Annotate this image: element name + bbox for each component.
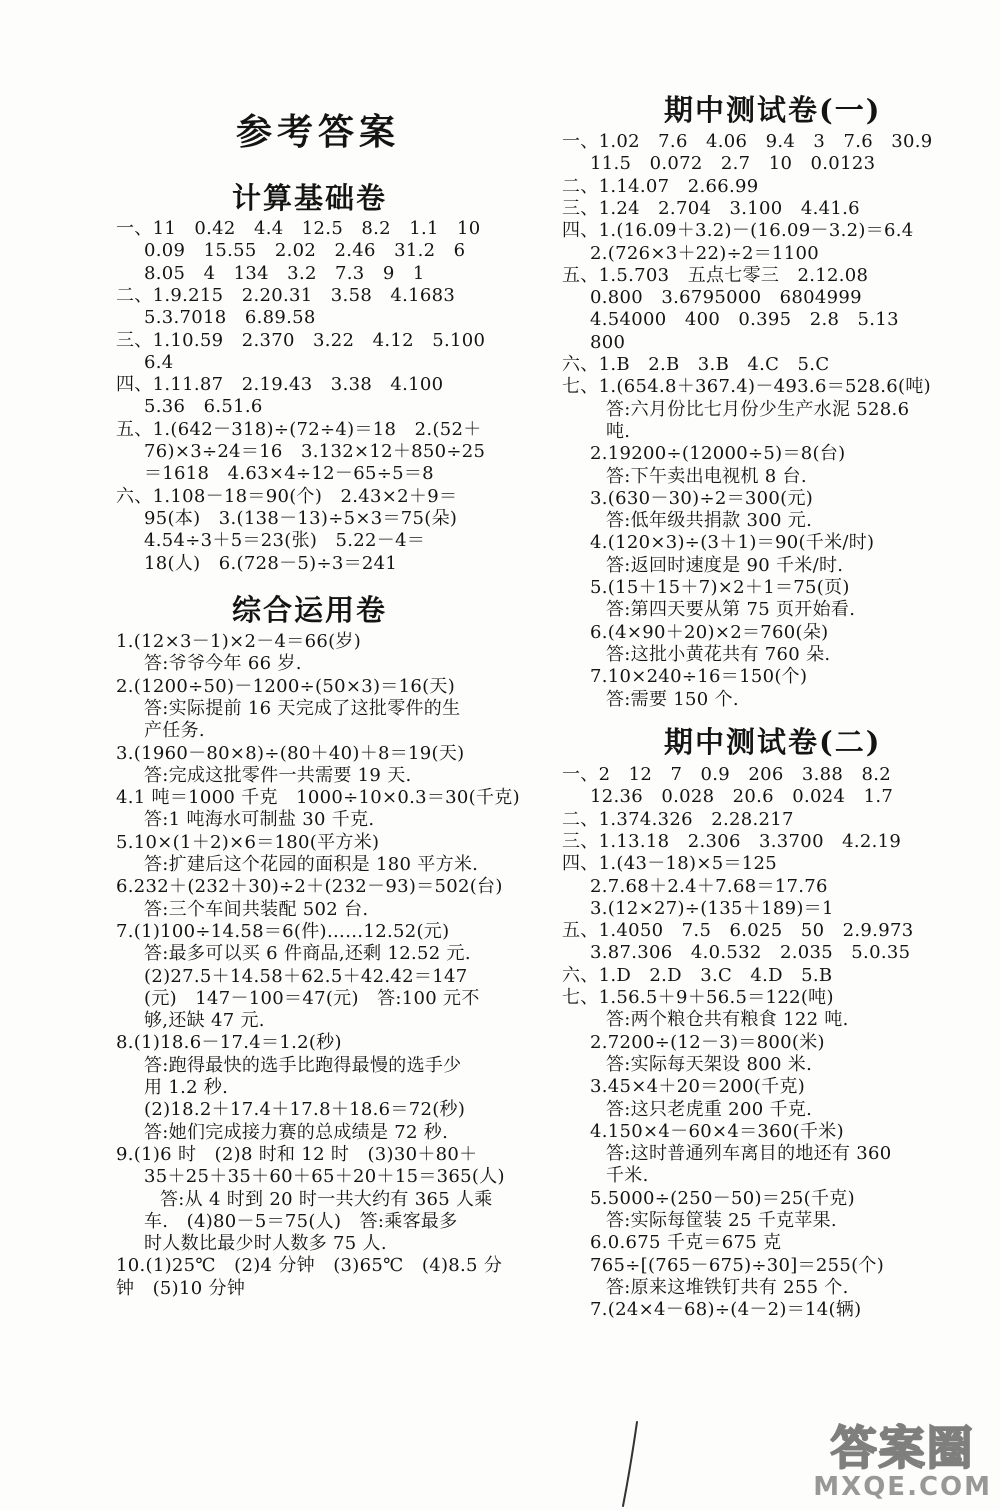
answer-line: 4.54000 400 0.395 2.8 5.13 [590, 309, 899, 331]
answer-line: 答:两个粮仓共有粮食 122 吨. [606, 1009, 849, 1031]
answer-line: 答:最多可以买 6 件商品,还剩 12.52 元. [144, 943, 471, 965]
answer-line: 时人数比最少时人数多 75 人. [144, 1233, 387, 1255]
answer-line: 3.(1960－80×8)÷(80＋40)＋8＝19(天) [116, 742, 465, 764]
answer-line: 12.36 0.028 20.6 0.024 1.7 [590, 786, 894, 808]
answer-line: 七、1.56.5＋9＋56.5＝122(吨) [562, 987, 834, 1008]
answer-line: (元) 147－100＝47(元) 答:100 元不 [144, 987, 480, 1009]
section-title-zonghe: 综合运用卷 [232, 593, 388, 627]
section-title-jisuan: 计算基础卷 [232, 181, 388, 215]
answer-line: 6.4 [144, 351, 174, 373]
answer-line: 答:跑得最快的选手比跑得最慢的选手少 [144, 1054, 462, 1076]
answer-line: 钟 (5)10 分钟 [116, 1277, 246, 1299]
answer-line: 5.(15＋15＋7)×2＋1＝75(页) [590, 577, 850, 598]
answer-line: 六、1.B 2.B 3.B 4.C 5.C [562, 354, 830, 375]
answer-line: 六、1.108－18＝90(个) 2.43×2＋9＝ [116, 485, 458, 507]
page-title: 参考答案 [236, 111, 401, 153]
section-title-qizhong1: 期中测试卷(一) [664, 93, 882, 127]
answer-line: 够,还缺 47 元. [144, 1010, 265, 1032]
answer-line: 2.(1200÷50)－1200÷(50×3)＝16(天) [116, 675, 456, 697]
answer-line: 4.54÷3＋5＝23(张) 5.22－4＝ [144, 530, 426, 552]
answer-line: 3.87.306 4.0.532 2.035 5.0.35 [590, 942, 911, 964]
answer-line: 5.3.7018 6.89.58 [144, 307, 316, 329]
answer-line: 二、1.9.215 2.20.31 3.58 4.1683 [116, 284, 456, 306]
answer-line: 2.7.68＋2.4＋7.68＝17.76 [590, 875, 828, 897]
watermark-logo [813, 1412, 992, 1502]
answer-line: (2)27.5＋14.58＋62.5＋42.42＝147 [144, 965, 468, 987]
answer-line: 答:这只老虎重 200 千克. [606, 1098, 813, 1120]
answer-line: 四、1.(43－18)×5＝125 [562, 853, 778, 875]
answer-line: 35＋25＋35＋60＋65＋20＋15＝365(人) [144, 1166, 505, 1188]
answer-line: 7.(1)100÷14.58＝6(件)……12.52(元) [116, 920, 450, 942]
answer-line: 答:这时普通列车离目的地还有 360 [606, 1143, 892, 1165]
answer-line: 答:扩建后这个花园的面积是 180 平方米. [144, 854, 479, 875]
answer-line: 答:实际每天架设 800 米. [606, 1053, 813, 1075]
answer-line: 产任务. [144, 720, 205, 742]
answer-line: 吨. [606, 420, 631, 442]
answer-line: 7.10×240÷16＝150(个) [590, 666, 808, 688]
answer-line: 6.0.675 千克＝675 克 [590, 1232, 782, 1254]
answer-line: 8.(1)18.6－17.4＝1.2(秒) [116, 1032, 342, 1054]
answer-line: 2.(726×3＋22)÷2＝1100 [590, 242, 820, 264]
answer-line: 答:低年级共捐款 300 元. [606, 510, 813, 532]
answer-line: 答:六月份比七月份少生产水泥 528.6 [606, 398, 910, 420]
answer-line: 6.232＋(232＋30)÷2＋(232－93)＝502(台) [116, 876, 503, 898]
answer-line: 七、1.(654.8＋367.4)－493.6＝528.6(吨) [562, 376, 931, 398]
answer-line: 答:她们完成接力赛的总成绩是 72 秒. [144, 1121, 449, 1143]
answer-line: 95(本) 3.(138－13)÷5×3＝75(朵) [144, 507, 458, 529]
answer-line: 3.45×4＋20＝200(千克) [590, 1076, 806, 1098]
answer-line: 答:原来这堆铁钉共有 255 个. [606, 1276, 849, 1298]
answer-line: 7.(24×4－68)÷(4－2)＝14(辆) [590, 1299, 862, 1321]
answer-line: 4.(120×3)÷(3＋1)＝90(千米/时) [590, 532, 875, 554]
answer-line: 4.150×4－60×4＝360(千米) [590, 1120, 844, 1142]
answer-line: 答:需要 150 个. [606, 688, 739, 710]
answer-line: 5.5000÷(250－50)＝25(千克) [590, 1187, 855, 1209]
answer-line: (2)18.2＋17.4＋17.8＋18.6＝72(秒) [144, 1099, 466, 1121]
answer-line: 二、1.14.07 2.66.99 [562, 175, 759, 197]
answer-line: 4.1 吨＝1000 千克 1000÷10×0.3＝30(千克) [116, 787, 520, 809]
answer-line: 0.09 15.55 2.02 2.46 31.2 6 [144, 240, 466, 262]
answer-line: 一、2 12 7 0.9 206 3.88 8.2 [562, 764, 891, 785]
answer-line: 答:实际每筐装 25 千克苹果. [606, 1210, 837, 1231]
watermark-url: MXQE.COM [813, 1472, 992, 1502]
answer-line: 9.(1)6 时 (2)8 时和 12 时 (3)30＋80＋ [116, 1143, 478, 1165]
answer-line: 3.(630－30)÷2＝300(元) [590, 487, 814, 509]
answer-line: 二、1.374.326 2.28.217 [562, 808, 794, 830]
answer-line: 答:实际提前 16 天完成了这批零件的生 [144, 697, 461, 719]
section-title-qizhong2: 期中测试卷(二) [664, 725, 882, 759]
answer-line: 8.05 4 134 3.2 7.3 9 1 [144, 262, 425, 284]
pen-stroke-mark [615, 1420, 645, 1510]
answer-line: 2.7200÷(12－3)＝800(米) [590, 1031, 825, 1053]
answer-line: 答:1 吨海水可制盐 30 千克. [144, 809, 375, 831]
answer-line: 0.800 3.6795000 6804999 [590, 287, 862, 309]
answer-line: 11.5 0.072 2.7 10 0.0123 [590, 153, 876, 175]
answer-line: 答:完成这批零件一共需要 19 天. [144, 764, 412, 786]
answer-line: 18(人) 6.(728－5)÷3＝241 [144, 552, 398, 574]
answer-line: 答:爷爷今年 66 岁. [144, 653, 302, 675]
answer-line: 千米. [606, 1165, 649, 1187]
answer-line: 1.(12×3－1)×2－4＝66(岁) [116, 631, 362, 652]
answer-line: 五、1.4050 7.5 6.025 50 2.9.973 [562, 920, 914, 942]
answer-line: 五、1.5.703 五点七零三 2.12.08 [562, 264, 869, 286]
answer-line: 一、1.02 7.6 4.06 9.4 3 7.6 30.9 [562, 131, 933, 152]
watermark-text: 答案圈 [830, 1421, 975, 1475]
answer-line: 3.(12×27)÷(135＋189)＝1 [590, 897, 834, 919]
answer-line: 5.36 6.51.6 [144, 396, 263, 418]
answer-line: 答:三个车间共装配 502 台. [144, 898, 369, 920]
answer-line: 5.10×(1＋2)×6＝180(平方米) [116, 831, 380, 853]
answer-line: 答:第四天要从第 75 页开始看. [606, 599, 856, 621]
answer-line: 10.(1)25℃ (2)4 分钟 (3)65℃ (4)8.5 分 [116, 1255, 503, 1277]
answer-line: 6.(4×90＋20)×2＝760(朵) [590, 621, 829, 643]
answer-line: 三、1.24 2.704 3.100 4.41.6 [562, 197, 860, 219]
answer-line: 三、1.10.59 2.370 3.22 4.12 5.100 [116, 329, 486, 351]
answer-line: 答:这批小黄花共有 760 朵. [606, 643, 831, 665]
answer-line: 76)×3÷24＝16 3.132×12＋850÷25 [144, 441, 486, 462]
answer-line: 用 1.2 秒. [144, 1077, 229, 1098]
answer-line: 800 [590, 331, 626, 353]
answer-line: 答:返回时速度是 90 千米/时. [606, 554, 844, 576]
answer-line: 2.19200÷(12000÷5)＝8(台) [590, 443, 846, 465]
answer-line: 765÷[(765－675)÷30]＝255(个) [590, 1254, 885, 1276]
answer-line: 五、1.(642－318)÷(72÷4)＝18 2.(52＋ [116, 418, 482, 440]
answer-line: 答:从 4 时到 20 时一共大约有 365 人乘 [160, 1188, 493, 1210]
answer-line: 车. (4)80－5＝75(人) 答:乘客最多 [144, 1210, 458, 1232]
answer-line: 一、11 0.42 4.4 12.5 8.2 1.1 10 [116, 218, 481, 239]
answer-line: 四、1.11.87 2.19.43 3.38 4.100 [116, 374, 444, 396]
answer-line: ＝1618 4.63×4÷12－65÷5＝8 [144, 463, 434, 485]
answer-line: 三、1.13.18 2.306 3.3700 4.2.19 [562, 830, 902, 852]
answer-line: 六、1.D 2.D 3.C 4.D 5.B [562, 964, 833, 986]
answer-line: 四、1.(16.09＋3.2)－(16.09－3.2)＝6.4 [562, 220, 914, 242]
answer-line: 答:下午卖出电视机 8 台. [606, 465, 807, 487]
